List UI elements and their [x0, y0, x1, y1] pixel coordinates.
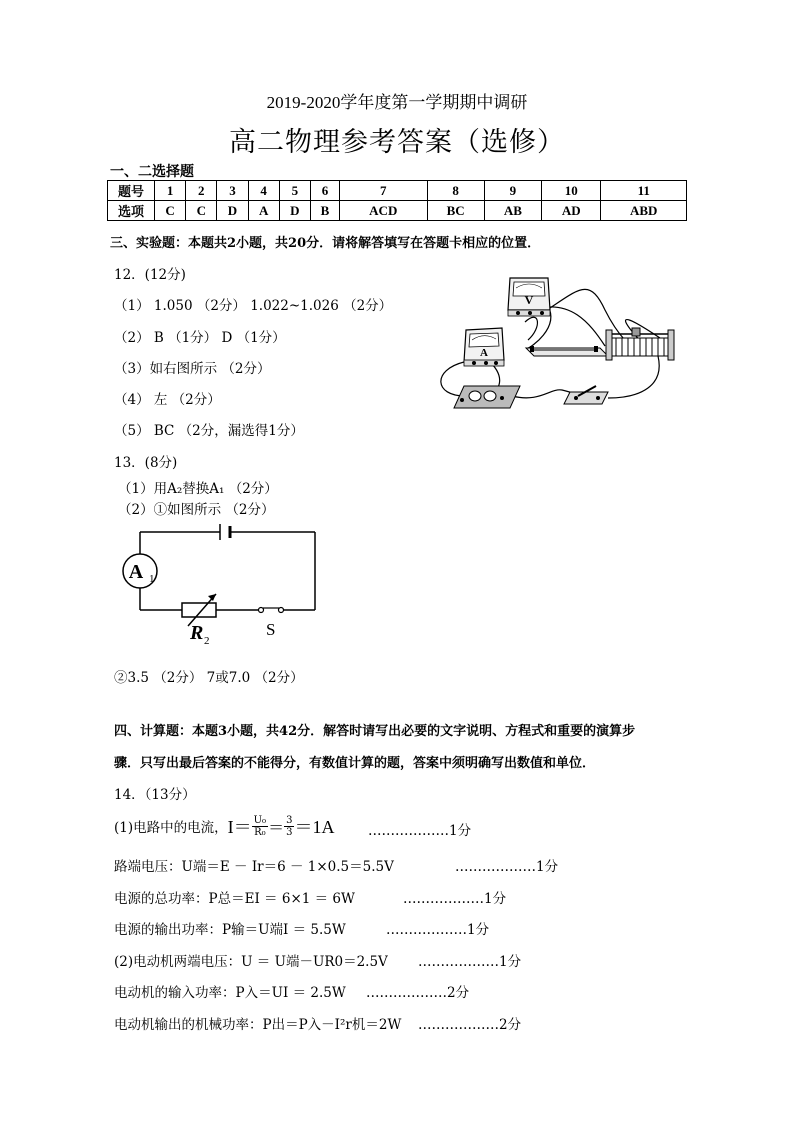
rheostat-symbol-label: R: [190, 622, 204, 644]
table-cell: 1: [155, 181, 186, 201]
table-cell: AD: [542, 201, 601, 221]
table-cell: D: [217, 201, 248, 221]
q14-eq: ＝: [268, 817, 285, 837]
q12-line-5: （5） BC （2分，漏选得1分）: [114, 423, 304, 439]
voltmeter-label: V: [524, 293, 534, 307]
table-cell: AB: [484, 201, 541, 221]
q14-line-1: [114, 808, 334, 844]
table-cell: C: [155, 201, 186, 221]
ammeter-symbol: [123, 554, 157, 588]
q12-line-4: （4） 左 （2分）: [114, 392, 221, 408]
ammeter-label: A: [480, 347, 488, 359]
battery-symbol: [220, 524, 230, 540]
q14-line-7: 电动机输出的机械功率：P出＝P入－I²r机＝2W: [114, 1017, 402, 1033]
q14-line-6: 电动机的输入功率：P入＝UI ＝ 2.5W: [114, 985, 346, 1001]
section3-heading: 三、实验题：本题共2小题，共20分．请将解答填写在答题卡相应的位置．: [110, 236, 541, 251]
rheostat-symbol-sub: 2: [204, 635, 210, 647]
table-cell: A: [248, 201, 279, 221]
section4-heading-line-2: 骤．只写出最后答案的不能得分，有数值计算的题，答案中须明确写出数值和单位．: [114, 756, 596, 771]
table-row-numbers: [108, 181, 687, 201]
table-cell: 8: [427, 181, 484, 201]
q14-line-5-score: ………………1分: [418, 954, 522, 970]
q12-line-3: （3）如右图所示 （2分）: [114, 361, 271, 377]
circuit-diagram: [118, 524, 323, 649]
row-label-number: 题号: [108, 181, 155, 201]
table-cell: B: [310, 201, 339, 221]
rheostat-symbol: [182, 594, 216, 647]
row-label-answer: 选项: [108, 201, 155, 221]
section1-heading: 一、二选择题: [110, 164, 194, 180]
q14-line-4-score: ………………1分: [386, 922, 490, 938]
q12-line-1: （1） 1.050 （2分） 1.022~1.026 （2分）: [114, 298, 393, 314]
q14-fraction-2: [284, 815, 294, 838]
q14-fraction-1-num: U₀: [253, 814, 267, 826]
q14-fraction-1: [252, 815, 268, 838]
q14-fraction-2-den: 3: [286, 826, 293, 838]
table-cell: 2: [186, 181, 217, 201]
table-cell: 6: [310, 181, 339, 201]
q14-result: ＝1A: [294, 817, 335, 837]
table-cell: ABD: [601, 201, 687, 221]
q14-title: 14．（13分）: [114, 787, 196, 803]
q14-fraction-1-den: R₀: [254, 826, 266, 838]
q12-title: 12．(12分): [114, 267, 186, 283]
q14-formula-I: I＝: [227, 817, 252, 837]
table-cell: BC: [427, 201, 484, 221]
table-cell: ACD: [339, 201, 427, 221]
table-cell: 4: [248, 181, 279, 201]
table-cell: 9: [484, 181, 541, 201]
q14-line-1-prefix: (1)电路中的电流，: [114, 820, 228, 836]
switch-icon: [564, 386, 608, 404]
table-cell: 3: [217, 181, 248, 201]
apparatus-illustration: [430, 268, 705, 418]
rheostat-icon: [606, 328, 674, 360]
table-cell: 11: [601, 181, 687, 201]
q14-line-2: 路端电压：U端＝E － Ir＝6 － 1×0.5＝5.5V: [114, 859, 394, 875]
table-cell: C: [186, 201, 217, 221]
q14-line-5: (2)电动机两端电压：U ＝ U端－UR0＝2.5V: [114, 954, 388, 970]
q14-line-3-score: ………………1分: [403, 891, 507, 907]
ammeter-symbol-label: A: [128, 561, 144, 583]
q12-line-2: （2） B （1分） D （1分）: [114, 330, 286, 346]
page-title: 高二物理参考答案（选修）: [229, 127, 565, 158]
q14-line-1-score: ………………1分: [368, 823, 472, 839]
table-cell: 10: [542, 181, 601, 201]
q14-line-3: 电源的总功率：P总＝EI ＝ 6×1 ＝ 6W: [114, 891, 355, 907]
section4-heading-line-1: 四、计算题：本题3小题，共42分．解答时请写出必要的文字说明、方程式和重要的演算步: [114, 724, 636, 739]
table-row-answers: [108, 201, 687, 221]
q14-line-7-score: ………………2分: [418, 1017, 522, 1033]
switch-symbol: [259, 608, 284, 640]
table-cell: D: [279, 201, 310, 221]
ammeter-icon: [464, 328, 504, 366]
q14-fraction-2-num: 3: [286, 814, 293, 826]
voltmeter-icon: [508, 278, 550, 316]
table-cell: 5: [279, 181, 310, 201]
resistance-wire-board: [526, 346, 608, 356]
q13-line-1: （1）用A₂替换A₁ （2分）: [118, 481, 278, 497]
ammeter-symbol-sub: 1: [149, 573, 155, 585]
battery-icon: [454, 386, 520, 408]
exam-subtitle: 2019-2020学年度第一学期期中调研: [266, 93, 528, 112]
q14-line-4: 电源的输出功率：P输＝U端I ＝ 5.5W: [114, 922, 346, 938]
q13-title: 13．(8分): [114, 455, 178, 471]
answer-table: [107, 180, 687, 221]
q13-line-3: ②3.5 （2分） 7或7.0 （2分）: [114, 670, 304, 686]
switch-symbol-label: S: [266, 620, 276, 639]
q14-line-6-score: ………………2分: [366, 985, 470, 1001]
table-cell: 7: [339, 181, 427, 201]
q14-line-2-score: ………………1分: [455, 859, 559, 875]
q13-line-2: （2）①如图所示 （2分）: [118, 502, 275, 518]
